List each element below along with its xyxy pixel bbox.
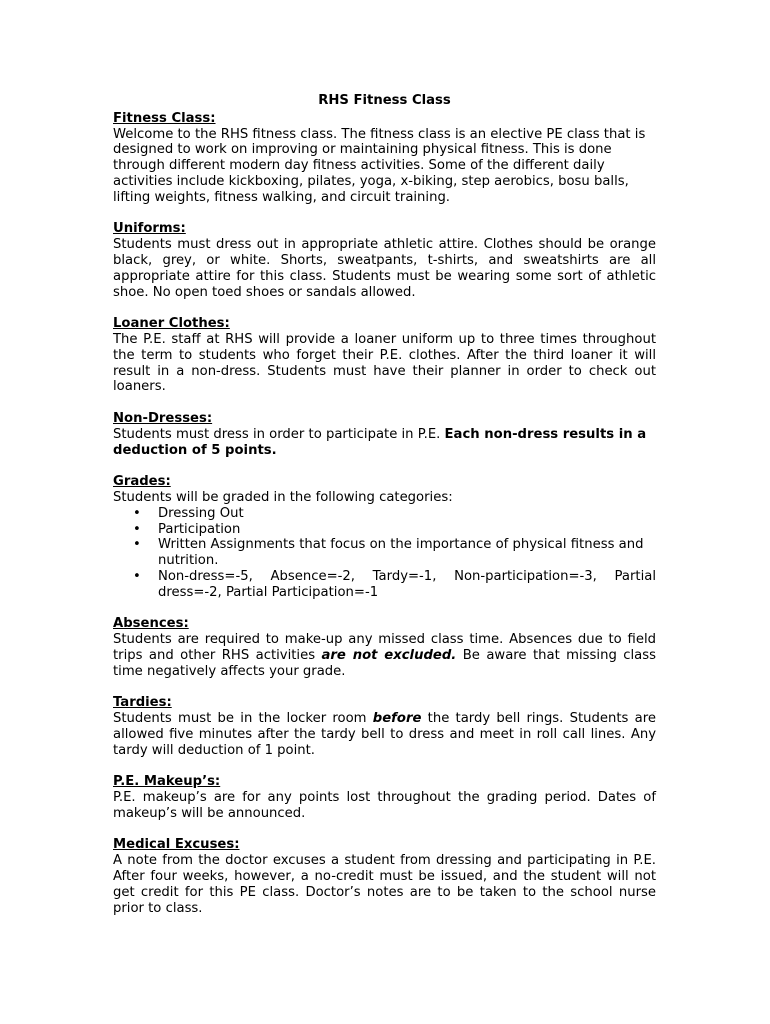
list-item — [113, 537, 656, 569]
section-tardies — [113, 695, 656, 758]
section-heading: Grades: — [113, 474, 171, 490]
section-intro: Students will be graded in the following categories: — [113, 489, 453, 505]
text-before: Students must be in the locker room — [113, 711, 373, 727]
document-page — [113, 93, 656, 932]
section-text — [113, 632, 656, 679]
section-heading: Tardies: — [113, 695, 172, 711]
section-heading: P.E. Makeup’s: — [113, 774, 221, 790]
text-after: Be aware that missing class time negatively affects your grade. — [113, 647, 656, 679]
section-fitness-class — [113, 111, 656, 206]
section-uniforms — [113, 221, 656, 300]
section-heading: Absences: — [113, 616, 189, 632]
section-loaner-clothes — [113, 316, 656, 395]
section-grades — [113, 474, 656, 600]
text-after: the tardy bell rings. Students are allowed five minutes after the tardy bell to dress and meet in roll call lines. Any tardy will deduction of 1 point. — [113, 711, 656, 758]
section-heading: Fitness Class: — [113, 110, 216, 126]
list-item-text: Participation — [158, 521, 241, 537]
section-non-dresses — [113, 411, 656, 458]
bullet-icon: • — [133, 505, 141, 521]
section-text: The P.E. staff at RHS will provide a loaner uniform up to three times throughout the term to students who forget their P.E. clothes. After the third loaner it will result in a non-dress. Students must have their planner in order to check out loaners. — [113, 331, 656, 395]
section-pe-makeups — [113, 774, 656, 821]
list-item-text: Written Assignments that focus on the importance of physical fitness and nutrition. — [158, 537, 644, 569]
list-item-text: Non-dress=-5, Absence=-2, Tardy=-1, Non-participation=-3, Partial dress=-2, Partial Participation=-1 — [158, 568, 656, 600]
bullet-icon: • — [133, 568, 141, 584]
list-item — [113, 506, 656, 522]
section-heading: Uniforms: — [113, 221, 186, 237]
section-text: A note from the doctor excuses a student from dressing and participating in P.E. After four weeks, however, a no-credit must be issued, and the student will not get credit for this PE class. Doctor’s notes are to be taken to the school nurse prior to class. — [113, 853, 656, 916]
list-item — [113, 569, 656, 601]
section-text: Students must dress out in appropriate athletic attire. Clothes should be orange black, grey, or white. Shorts, sweatpants, t-shirts, and sweatshirts are all appropriate attire for this class. Students must be wearing some sort of athletic shoe. No open toed shoes or sandals allowed. — [113, 237, 656, 300]
bullet-icon: • — [133, 537, 141, 553]
text-bold: Each non-dress results in a deduction of 5 points. — [113, 426, 647, 458]
bullet-icon: • — [133, 521, 141, 537]
section-text: Welcome to the RHS fitness class. The fitness class is an elective PE class that is designed to work on improving or maintaining physical fitness. This is done through different modern day fitness activities. Some of the different daily activities include kickboxing, pilates, yoga, x-biking, step aerobics, bosu balls, lifting weights, fitness walking, and circuit training. — [113, 126, 646, 205]
section-heading: Medical Excuses: — [113, 837, 240, 853]
text-plain: Students must dress in order to participate in P.E. — [113, 426, 445, 442]
section-absences — [113, 616, 656, 679]
document-title: RHS Fitness Class — [318, 93, 451, 108]
list-item-text: Dressing Out — [158, 505, 244, 521]
section-heading: Non-Dresses: — [113, 410, 213, 426]
list-item — [113, 522, 656, 538]
grades-list — [113, 506, 656, 601]
text-emphasis: before — [372, 711, 422, 727]
section-heading: Loaner Clothes: — [113, 316, 230, 332]
text-before: Students are required to make-up any missed class time. Absences due to field trips and other RHS activities — [113, 632, 656, 663]
section-text — [113, 427, 656, 459]
section-text: P.E. makeup’s are for any points lost throughout the grading period. Dates of makeup’s will be announced. — [113, 790, 656, 821]
section-medical-excuses — [113, 837, 656, 916]
section-text — [113, 711, 656, 758]
text-emphasis: are not excluded. — [321, 647, 457, 663]
